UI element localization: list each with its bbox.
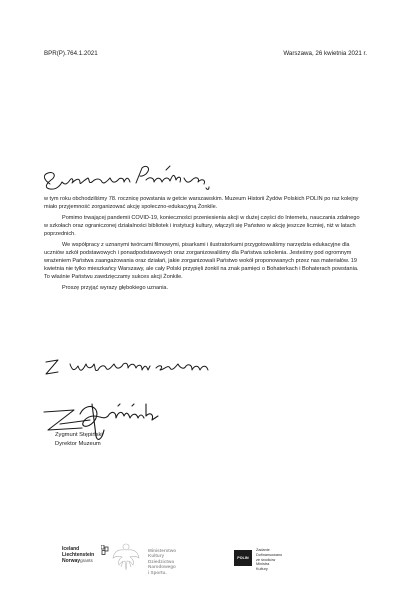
paragraph-4: Proszę przyjąć wyrazy głębokiego uznania. [62,285,169,291]
ministry-logo: Ministerstwo Kultury Dziedzictwa Narodowego i Sportu. [148,548,177,575]
eea-grants-logo: Iceland Liechtenstein Norwaygrants [62,546,95,564]
paragraph-1: w tym roku obchodziliśmy 78. rocznicę powstania w getcie warszawskim. Muzeum Historii Żydów Polskich POLIN po raz kolejny miało przyjemność zorganizować akcję społeczno-edukacyjną Żonkile. [44,196,359,210]
paragraph-2: Pomimo trwającej pandemii COVID-19, konieczności przeniesienia akcji w dużej części do Internetu, nauczania zdalnego w szkołach oraz ograniczonej działalności bibliotek i instytucji kultury, włączyli się Państwo w akcję jeszcze liczniej, niż w latach poprzednich. [44,215,360,237]
salutation-handwriting [44,166,209,189]
letter-body [44,195,364,295]
polin-logo: POLIN [234,550,252,566]
closing-handwriting [46,360,208,374]
signatory-title: Dyrektor Muzeum [55,441,101,447]
letter-date: Warszawa, 26 kwietnia 2021 r. [283,50,367,57]
reference-number: BPR(P).764.1.2021 [44,50,98,57]
paragraph-3: We współpracy z uznanymi twórcami filmowymi, pisarkami i ilustratorkami przygotowaliśmy narzędzia edukacyjne dla uczniów szkół podstawowych i ponadpodstawowych oraz zorganizowaliśmy dla Państwa szkolenia. Jesteśmy pod ogromnym wrażeniem Państwa zaangażowania oraz działań, jakie zorganizowali Państwo wokół proponowanych przez nas materiałów. 19 kwietnia nie tylko mieszkańcy Warszawy, ale cały Polski przypięli żonkil na znak pamięci o Bohaterkach i Bohaterach powstania. To właśnie Państwu zawdzięczamy sukces akcji Żonkile. [44,242,359,280]
funding-note: Zadanie Dofinansowano ze środków Ministra Kultury [256,548,283,572]
eea-grants-icon [101,545,109,555]
signatory-name: Zygmunt Stępiński [55,432,103,438]
polish-eagle-emblem-icon [110,540,142,574]
footer-logos [0,530,407,590]
